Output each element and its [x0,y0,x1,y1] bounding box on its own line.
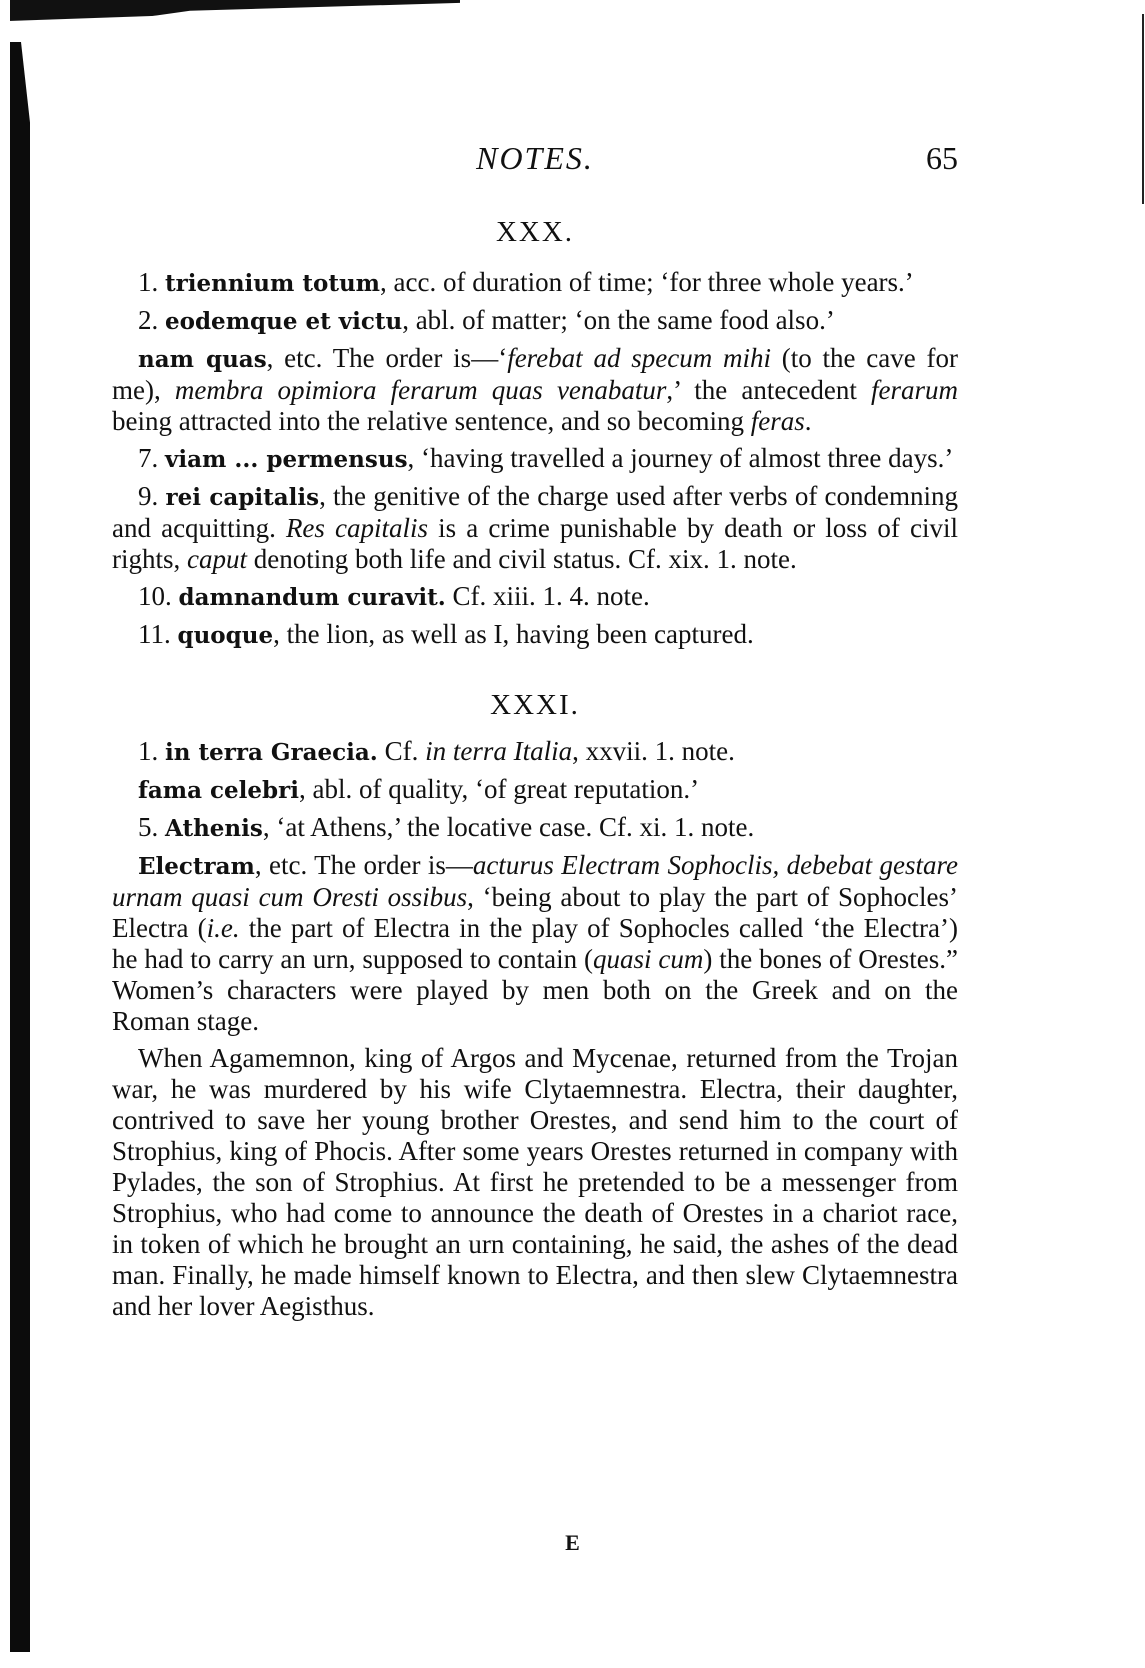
note-paragraph [112,736,958,768]
note-paragraph [112,581,958,613]
running-title: NOTES. [476,140,594,176]
latin-italic-text: ferarum [871,375,958,405]
signature-mark: E [565,1530,580,1555]
note-text: denoting both life and civil status. Cf. xix. 1. note. [247,544,797,574]
note-text: , ‘having travelled a journey of almost three days.’ [407,443,954,473]
latin-italic-text: ferebat ad specum mihi [507,343,771,373]
note-lemma: fama celebri [138,777,299,804]
line-number: 1. [138,736,165,766]
section-xxxi [112,689,958,1322]
note-text: , xxvii. 1. note. [572,736,735,766]
latin-italic-text: feras [750,406,805,436]
note-text: being attracted into the relative sentence, and so becoming [112,406,751,436]
note-text: , acc. of duration of time; ‘for three whole years.’ [380,267,914,297]
note-paragraph [112,305,958,337]
line-number: 7. [138,443,165,473]
note-text: , abl. of quality, ‘of great reputation.’ [299,774,700,804]
book-page [112,140,958,1328]
note-text: , the lion, as well as I, having been captured. [273,619,754,649]
note-paragraph [112,1043,958,1322]
latin-italic-text: quasi cum [592,944,704,974]
line-number: 11. [138,619,178,649]
section-heading: XXXI. [490,689,580,721]
latin-italic-text: caput [187,544,248,574]
line-number: 5. [138,812,165,842]
note-paragraph [112,774,958,806]
note-lemma: Electram [138,853,255,880]
latin-italic-text: i.e. [206,913,240,943]
note-text: ,’ the antecedent [666,375,871,405]
note-text: , the genitive of the charge used after verbs of condemning and acquitting. [112,481,959,543]
latin-italic-text: in terra Italia [425,736,573,766]
note-text: When Agamemnon, king of Argos and Mycenae, returned from the Trojan war, he was murdered by his wife Clytaemnestra. Electra, their daughter, contrived to save her young brother Orestes, and send him to the court of Strophius, king of Phocis. After some years Orestes returned in company with Pylades, the son of Strophius. At first he pretended to be a messenger from Strophius, who had come to announce the death of Orestes in a chariot race, in token of which he brought an urn containing, he said, the ashes of the dead man. Finally, he made himself known to Electra, and then slew Clytaemnestra and her lover Aegisthus. [112,1043,958,1321]
note-paragraph [112,812,958,844]
latin-italic-text: acturus Electram Sophoclis, debebat gestare urnam quasi cum Oresti ossibus [112,850,958,912]
line-number: 1. [138,267,165,297]
line-number: 9. [138,481,166,511]
running-head [112,140,958,186]
note-text: ) the bones of Orestes.” Women’s characters were played by men both on the Greek and on the Roman stage. [112,944,959,1036]
latin-italic-text: membra opimiora ferarum quas venabatur [174,375,667,405]
latin-italic-text: Res capitalis [285,513,429,543]
line-number: 10. [138,581,179,611]
note-lemma: rei capitalis [165,484,320,511]
note-lemma: in terra Graecia. [165,739,378,766]
note-lemma: damnandum curavit. [178,584,446,611]
note-text: the part of Electra in the play of Sophocles called ‘the Electra’) he had to carry an urn, supposed to contain ( [112,913,958,974]
note-lemma: viam ... permensus [165,446,408,473]
note-lemma: nam quas [138,346,267,373]
note-paragraph [112,267,958,299]
note-text: , etc. The order is— [254,850,473,880]
notes-list [112,736,958,1322]
page-binding-shadow-left [10,42,30,1652]
note-lemma: triennium totum [165,270,381,297]
section-xxx [112,216,958,651]
note-paragraph [112,481,958,575]
note-lemma: quoque [177,622,274,649]
note-text: (to the cave for me), [112,343,958,405]
note-text: , ‘being about to play the part of Sophocles’ Electra ( [112,882,958,943]
note-paragraph [112,619,958,651]
note-paragraph [112,443,958,475]
note-text: Cf. [377,736,426,766]
note-lemma: Athenis [165,815,263,842]
page-edge-right [1142,14,1144,204]
note-text: . [804,406,812,436]
note-text: , etc. The order is—‘ [266,343,508,373]
note-text: is a crime punishable by death or loss of civil rights, [112,513,959,574]
note-lemma: eodemque et victu [165,308,403,335]
page-binding-shadow-top [10,0,460,36]
note-text: , ‘at Athens,’ the locative case. Cf. xi. 1. note. [262,812,755,842]
section-heading: XXX. [495,216,575,248]
notes-list [112,267,958,651]
note-paragraph [112,850,958,1037]
note-paragraph [112,343,958,437]
note-text: Cf. xiii. 1. 4. note. [445,581,650,611]
line-number: 2. [138,305,165,335]
page-number: 65 [926,140,958,176]
note-text: , abl. of matter; ‘on the same food also.’ [402,305,835,335]
